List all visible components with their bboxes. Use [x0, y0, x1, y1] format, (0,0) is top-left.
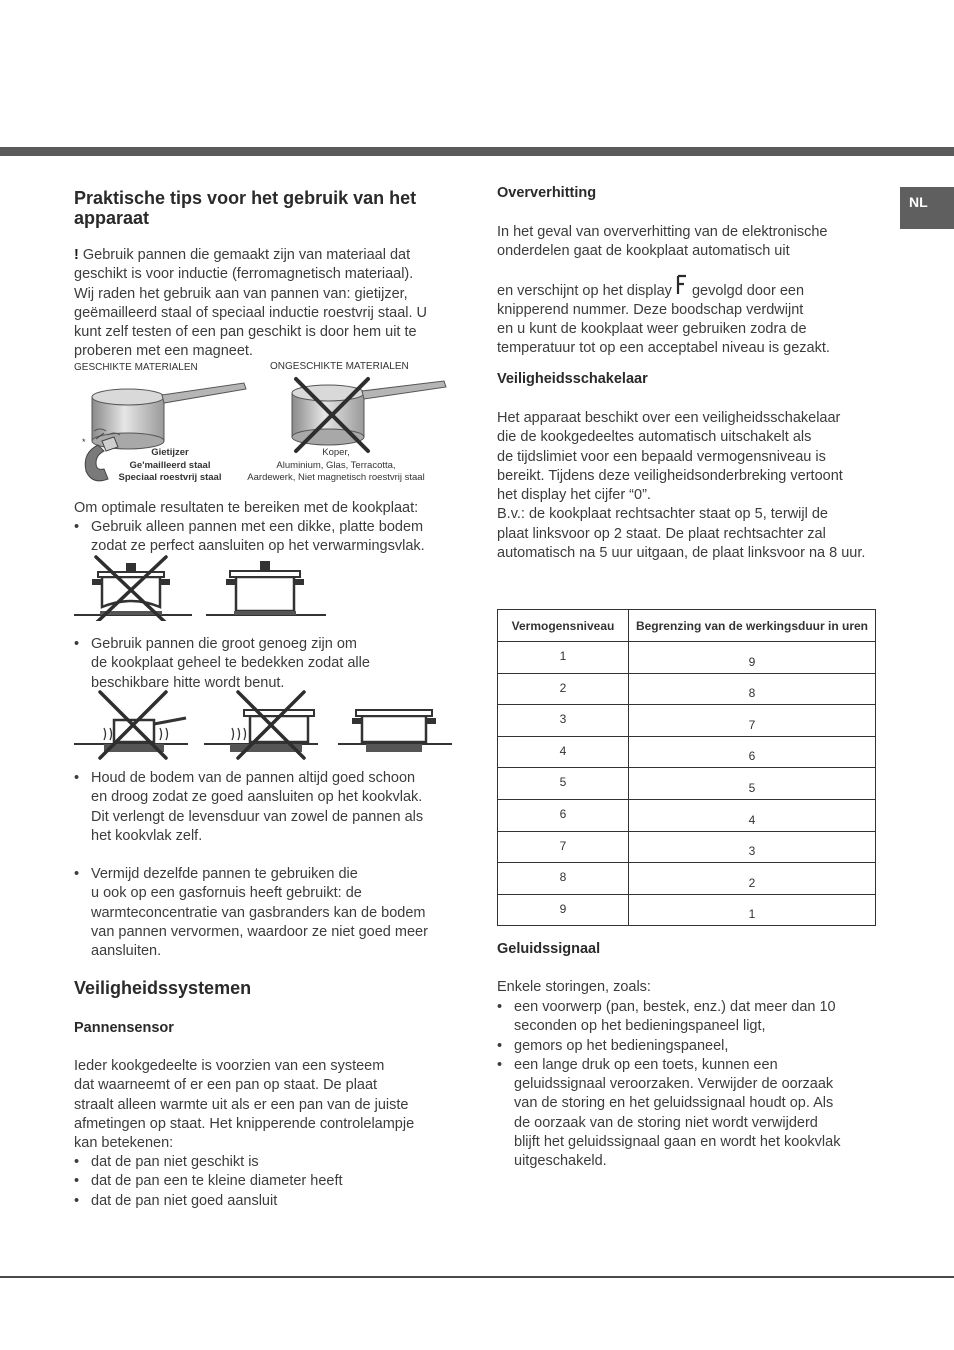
- table-row: 3 7: [498, 705, 876, 737]
- subheading-safety-switch: Veiligheidsschakelaar: [497, 371, 648, 387]
- table-row: 7 3: [498, 831, 876, 863]
- list-item: • dat de pan niet geschikt is: [74, 1153, 464, 1172]
- footer-rule: [0, 1276, 954, 1278]
- column-header-duration-limit: Begrenzing van de werkingsduur in uren: [629, 610, 876, 642]
- power-level-time-limit-table: [497, 609, 876, 926]
- sound-signal-intro: Enkele storingen, zoals:: [497, 979, 651, 995]
- warning-mark: !: [74, 247, 79, 263]
- table-row: 5 5: [498, 768, 876, 800]
- section-heading-safety: Veiligheidssystemen: [74, 978, 252, 998]
- list-item: • een lange druk op een toets, kunnen een geluidssignaal veroorzaken. Verwijder de oorzaak van de storing en het geluidssignaal houdt op. Als de oorzaak van de storing niet wordt verwijderd blijft het geluidssignaal gaan en wordt het kookvlak uitgeschakeld.: [497, 1056, 887, 1172]
- tip-bullet-gas: [74, 865, 464, 961]
- subheading-pan-sensor: Pannensensor: [74, 1020, 174, 1036]
- pan-sensor-list: [74, 1153, 464, 1211]
- display-f-icon: [676, 274, 688, 296]
- asterisk-note: *: [82, 437, 86, 447]
- unsuitable-materials-title: ONGESCHIKTE MATERIALEN: [270, 361, 409, 372]
- list-item: • dat de pan niet goed aansluit: [74, 1192, 464, 1211]
- subheading-sound-signal: Geluidssignaal: [497, 941, 601, 957]
- list-item: • dat de pan een te kleine diameter heeft: [74, 1172, 464, 1191]
- unsuitable-pan-icon: [292, 381, 446, 445]
- column-header-power-level: Vermogensniveau: [498, 610, 629, 642]
- list-item: • Gebruik alleen pannen met een dikke, platte bodem zodat ze perfect aansluiten op het verwarmingsvlak.: [74, 518, 464, 557]
- list-item: • Vermijd dezelfde pannen te gebruiken die u ook op een gasfornuis heeft gebruikt: de warmteconcentratie van gasbranders kan de bodem van pannen vervormen, waardoor ze niet goed meer aansluiten.: [74, 865, 464, 961]
- overheating-paragraph: In het geval van oververhitting van de elektronische onderdelen gaat de kookplaat automatisch uit en verschijnt op het display gevolgd door een knipperend nummer. Deze boodschap verdwijnt en u kunt de kookplaat weer gebruiken zodra de temperatuur tot op een acceptabel niveau is gezakt.: [497, 224, 830, 357]
- suitable-materials-list: Gietijzer Ge'mailleerd staal Speciaal roestvrij staal: [118, 447, 222, 483]
- table-row: 1 9: [498, 642, 876, 674]
- language-tab: NL: [900, 187, 954, 229]
- correct-pan-icon: [338, 710, 452, 752]
- suitable-materials-title: GESCHIKTE MATERIALEN: [74, 362, 198, 373]
- pan-sensor-paragraph: Ieder kookgedeelte is voorzien van een systeem dat waarneemt of er een pan op staat. De plaat straalt alleen warmte uit als er een pan van de juiste afmetingen op staat. Het knipperende controlelampje kan betekenen:: [74, 1058, 415, 1152]
- pan-size-illustration: [74, 690, 454, 760]
- safety-switch-paragraph: Het apparaat beschikt over een veiligheidsschakelaar die de kookgedeeltes automatisch uitschakelt als de tijdslimiet voor een bepaald vermogensniveau is bereikt. Tijdens deze veiligheidsonderbreking vertoont het display het cijfer “0”. B.v.: de kookplaat rechtsachter staat op 5, terwijl de plaat linksvoor op 2 staat. De plaat rechtsachter zal automatisch na 5 uur uitgaan, de plaat linksvoor na 8 uur.: [497, 410, 866, 562]
- tip-bullet-pan-size: [74, 635, 464, 693]
- sound-signal-list: [497, 998, 887, 1172]
- subheading-overheating: Oververhitting: [497, 185, 597, 201]
- optimal-results-intro: Om optimale resultaten te bereiken met de kookplaat:: [74, 500, 419, 516]
- flat-bottom-illustration: [74, 555, 334, 621]
- unsuitable-materials-list: Koper, Aluminium, Glas, Terracotta, Aardewerk, Niet magnetisch roestvrij staal: [247, 447, 425, 483]
- section-heading-tips: Praktische tips voor het gebruik van het apparaat: [74, 188, 417, 228]
- table-header-row: [498, 610, 876, 642]
- flat-pan-icon: [206, 561, 326, 615]
- list-item: • Gebruik pannen die groot genoeg zijn om de kookplaat geheel te bedekken zodat alle beschikbare hitte wordt benut.: [74, 635, 464, 693]
- list-item: • Houd de bodem van de pannen altijd goed schoon en droog zodat ze goed aansluiten op het kookvlak. Dit verlengt de levensduur van zowel de pannen als het kookvlak zelf.: [74, 769, 464, 846]
- list-item: • gemors op het bedieningspaneel,: [497, 1037, 887, 1056]
- table-row: 4 6: [498, 736, 876, 768]
- header-bar: [0, 147, 954, 156]
- table-row: 2 8: [498, 673, 876, 705]
- tip-bullet-clean: [74, 769, 464, 846]
- tip-bullet-flat-bottom: [74, 518, 464, 557]
- table-row: 6 4: [498, 799, 876, 831]
- table-row: 9 1: [498, 894, 876, 926]
- list-item: • een voorwerp (pan, bestek, enz.) dat meer dan 10 seconden op het bedieningspaneel ligt,: [497, 998, 887, 1037]
- intro-paragraph: ! Gebruik pannen die gemaakt zijn van materiaal dat geschikt is voor inductie (ferromagnetisch materiaal). Wij raden het gebruik aan van pannen van: gietijzer, geëmailleerd staal of speciaal inductie roestvrij staal. U kunt zelf testen of een pan geschikt is door hem uit te proberen met een magneet.: [74, 247, 428, 360]
- table-row: 8 2: [498, 863, 876, 895]
